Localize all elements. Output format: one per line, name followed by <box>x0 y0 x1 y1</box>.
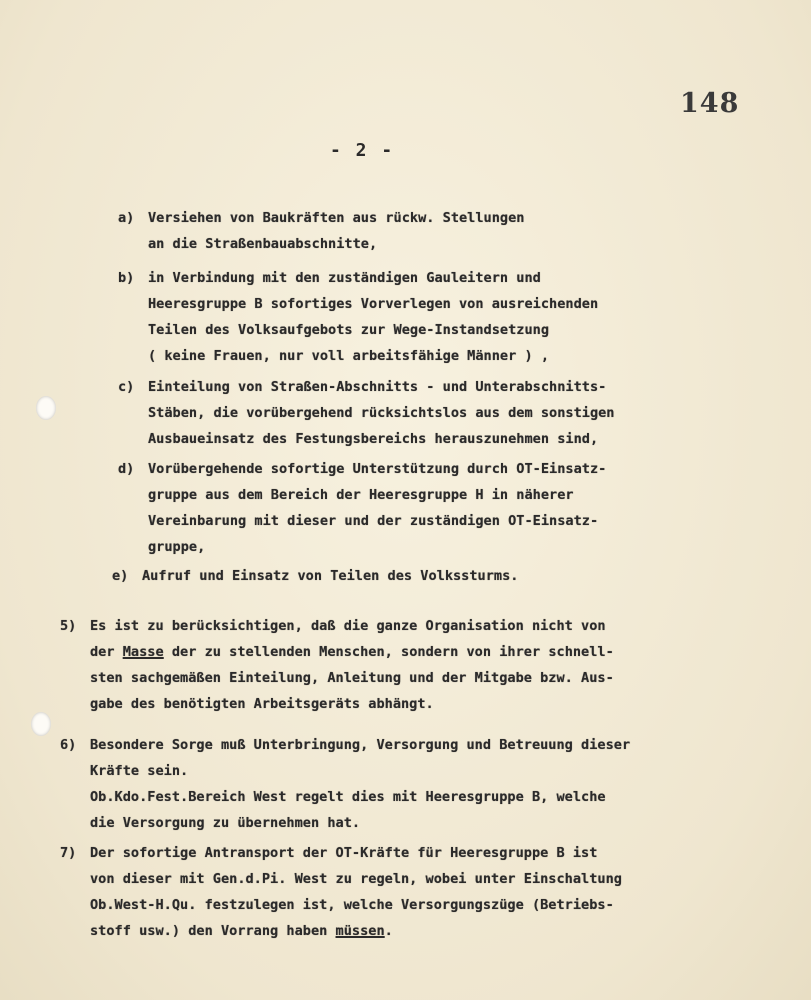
page-number: 148 <box>680 88 740 119</box>
sub-item-line: Ausbaueinsatz des Festungsbereichs herauszunehmen sind, <box>148 431 599 447</box>
item-text: der zu stellenden Menschen, sondern von ihrer schnell- <box>163 644 614 660</box>
sub-item-marker: b) <box>118 270 135 286</box>
item-line <box>90 639 614 665</box>
punch-hole-bottom <box>31 712 51 736</box>
sub-item-marker: d) <box>118 461 135 477</box>
sub-item-marker: e) <box>112 568 129 584</box>
item-line: Kräfte sein. <box>90 763 189 779</box>
item-note-line: Ob.Kdo.Fest.Bereich West regelt dies mit Heeresgruppe B, welche <box>90 789 606 805</box>
sub-item-line: Heeresgruppe B sofortiges Vorverlegen von ausreichenden <box>148 296 599 312</box>
sub-item-line: in Verbindung mit den zuständigen Gauleitern und <box>148 270 541 286</box>
sub-item-line: an die Straßenbauabschnitte, <box>148 236 378 252</box>
item-line: Besondere Sorge muß Unterbringung, Versorgung und Betreuung dieser <box>90 737 631 753</box>
sub-item-e <box>112 563 752 593</box>
sub-item-line: Versiehen von Baukräften aus rückw. Stellungen <box>148 210 525 226</box>
sub-item-b <box>118 265 758 375</box>
page-header-mark: - 2 - <box>330 140 395 161</box>
item-line: Ob.West-H.Qu. festzulegen ist, welche Versorgungszüge (Betriebs- <box>90 897 614 913</box>
sub-item-a <box>118 205 758 265</box>
sub-item-line: gruppe aus dem Bereich der Heeresgruppe H in näherer <box>148 487 574 503</box>
sub-item-marker: c) <box>118 379 135 395</box>
underlined-word: müssen <box>335 923 385 939</box>
item-line: sten sachgemäßen Einteilung, Anleitung und der Mitgabe bzw. Aus- <box>90 670 614 686</box>
sub-item-line: Aufruf und Einsatz von Teilen des Volkssturms. <box>142 568 519 584</box>
sub-item-line: Stäben, die vorübergehend rücksichtslos aus dem sonstigen <box>148 405 615 421</box>
item-5 <box>60 613 780 723</box>
item-marker: 7) <box>60 845 77 861</box>
sub-item-line: Teilen des Volksaufgebots zur Wege-Instandsetzung <box>148 322 550 338</box>
sub-item-d <box>118 456 758 566</box>
item-line: Der sofortige Antransport der OT-Kräfte für Heeresgruppe B ist <box>90 845 598 861</box>
item-line <box>90 918 622 944</box>
item-7 <box>60 840 780 950</box>
item-text: stoff usw.) den Vorrang haben <box>90 923 336 939</box>
sub-item-line: Vorübergehende sofortige Unterstützung durch OT-Einsatz- <box>148 461 607 477</box>
item-6 <box>60 732 780 842</box>
item-line: von dieser mit Gen.d.Pi. West zu regeln, wobei unter Einschaltung <box>90 871 622 887</box>
item-line: Es ist zu berücksichtigen, daß die ganze Organisation nicht von <box>90 618 606 634</box>
item-note-line: die Versorgung zu übernehmen hat. <box>90 815 361 831</box>
sub-item-line: Vereinbarung mit dieser und der zuständigen OT-Einsatz- <box>148 513 599 529</box>
item-text: . <box>384 923 393 939</box>
sub-item-line: gruppe, <box>148 539 206 555</box>
item-line: gabe des benötigten Arbeitsgeräts abhängt. <box>90 696 434 712</box>
item-text: der <box>90 644 123 660</box>
sub-item-marker: a) <box>118 210 135 226</box>
sub-item-c <box>118 374 758 459</box>
punch-hole-top <box>36 396 56 420</box>
sub-item-line: ( keine Frauen, nur voll arbeitsfähige Männer ) , <box>148 348 550 364</box>
sub-item-line: Einteilung von Straßen-Abschnitts - und Unterabschnitts- <box>148 379 607 395</box>
item-marker: 6) <box>60 737 77 753</box>
underlined-word: Masse <box>122 644 164 660</box>
item-marker: 5) <box>60 618 77 634</box>
